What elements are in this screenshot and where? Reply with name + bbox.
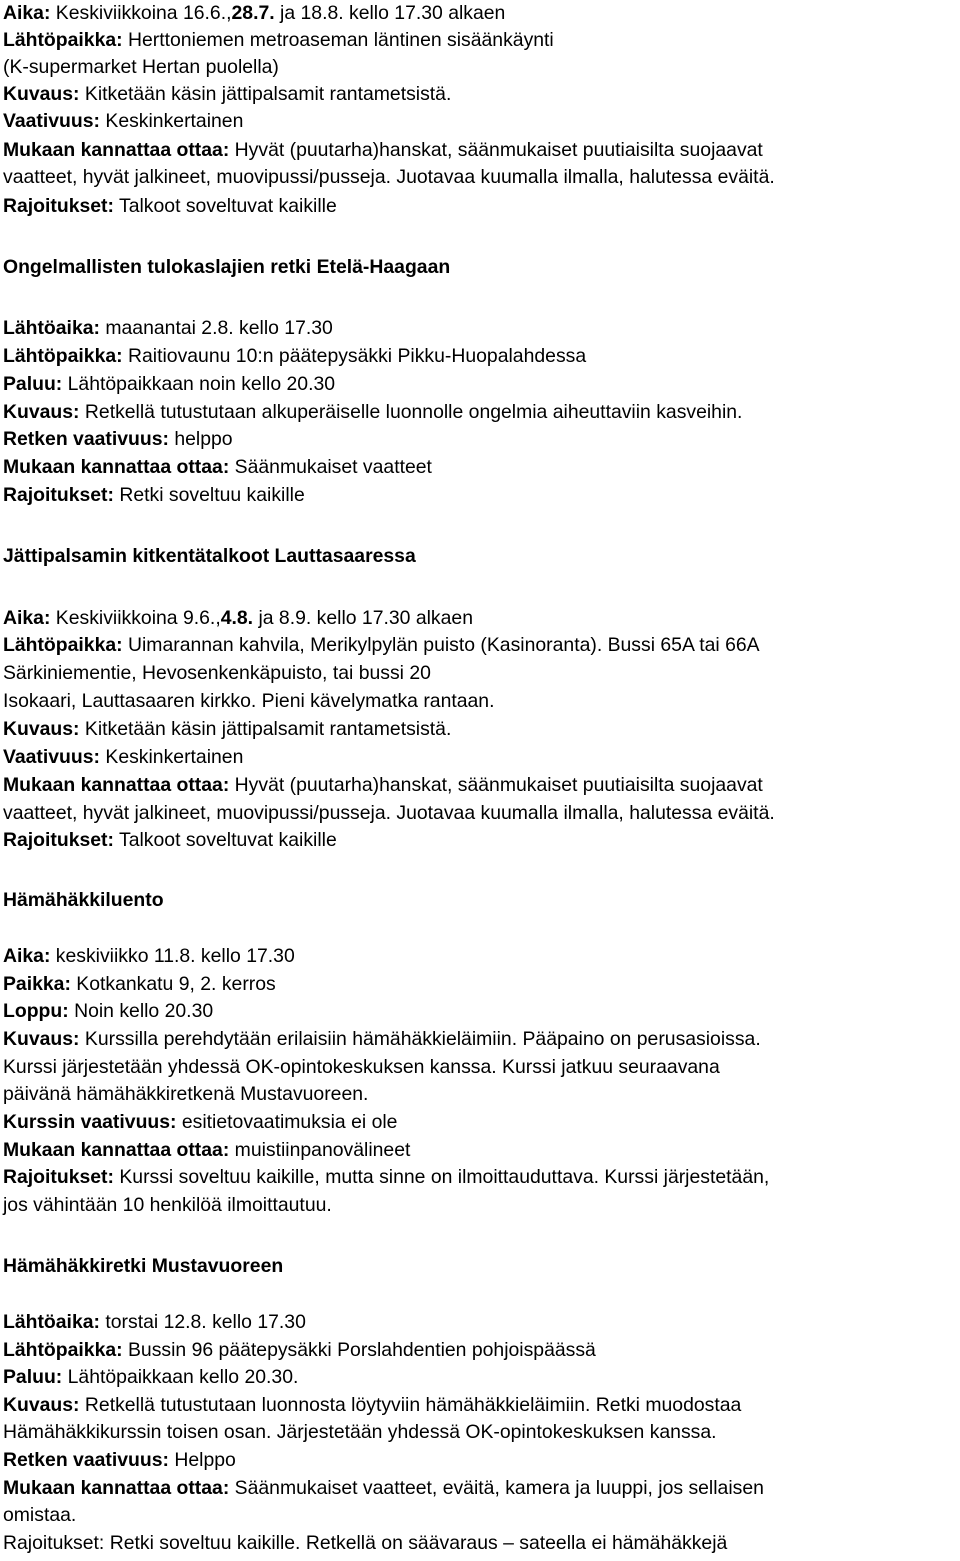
field-value: Bussin 96 päätepysäkki Porslahdentien pohjoispäässä (122, 1339, 596, 1361)
field-label: Lähtöaika: (3, 1311, 100, 1333)
field-value: Keskiviikkoina 16.6., (50, 2, 232, 24)
field-value: keskiviikko 11.8. kello 17.30 (50, 945, 295, 967)
rajoitukset-line (3, 1164, 769, 1191)
field-label: Retken vaativuus: (3, 1449, 169, 1471)
field-value: Retkellä tutustutaan luonnosta löytyviin hämähäkkieläimiin. Retki muodostaa (79, 1394, 742, 1416)
field-label: Kuvaus: (3, 1028, 80, 1050)
top-rajoitukset-line (3, 193, 337, 220)
field-label: Rajoitukset: (3, 195, 114, 217)
field-value: Kotkankatu 9, 2. kerros (70, 973, 276, 995)
field-label: Kuvaus: (3, 401, 80, 423)
field-value: Retki soveltuu kaikille (113, 484, 305, 506)
field-label: Mukaan kannattaa ottaa: (3, 456, 230, 478)
field-label: Paluu: (3, 1366, 63, 1388)
mukaan-line (3, 772, 763, 799)
field-value: Säänmukaiset vaatteet (229, 456, 432, 478)
field-value: Hyvät (puutarha)hanskat, säänmukaiset puutiaisilta suojaavat (229, 774, 763, 796)
kuvaus-cont: Hämähäkkikurssin toisen osan. Järjestetään yhdessä OK-opintokeskuksen kanssa. (3, 1421, 717, 1443)
field-value: muistiinpanovälineet (229, 1139, 411, 1161)
top-vaativuus-line (3, 108, 243, 135)
field-label: Kuvaus: (3, 1394, 80, 1416)
field-value-bold: 28.7. (231, 2, 275, 24)
lahtopaikka-line (3, 1337, 596, 1364)
field-value: Helppo (168, 1449, 236, 1471)
field-label: Rajoitukset: (3, 829, 114, 851)
mukaan-cont: vaatteet, hyvät jalkineet, muovipussi/pusseja. Juotavaa kuumalla ilmalla, halutessa eväitä. (3, 802, 775, 824)
top-lahtopaikka-cont: (K-supermarket Hertan puolella) (3, 56, 279, 78)
field-label: Loppu: (3, 1000, 69, 1022)
field-label: Mukaan kannattaa ottaa: (3, 1477, 230, 1499)
field-label: Mukaan kannattaa ottaa: (3, 774, 230, 796)
lahtopaikka-line (3, 632, 760, 659)
lahtoaika-line (3, 1309, 306, 1336)
rajoitukset-line: Rajoitukset: Retki soveltuu kaikille. Retkellä on säävaraus – sateella ei hämähäkkejä (3, 1532, 728, 1554)
field-value: Hyvät (puutarha)hanskat, säänmukaiset puutiaisilta suojaavat (229, 139, 763, 161)
rajoitukset-line (3, 482, 305, 509)
paluu-line (3, 371, 335, 398)
rajoitukset-line (3, 827, 337, 854)
field-value: Keskinkertainen (100, 746, 244, 768)
top-lahtopaikka-line (3, 27, 554, 54)
loppu-line (3, 998, 213, 1025)
field-value: esitietovaatimuksia ei ole (176, 1111, 398, 1133)
field-label: Mukaan kannattaa ottaa: (3, 1139, 230, 1161)
field-value: Talkoot soveltuvat kaikille (113, 829, 337, 851)
field-label: Lähtöpaikka: (3, 345, 123, 367)
field-value: Keskinkertainen (100, 110, 244, 132)
field-value: Herttoniemen metroaseman läntinen sisäänkäynti (122, 29, 554, 51)
field-label: Mukaan kannattaa ottaa: (3, 139, 230, 161)
field-label: Lähtöpaikka: (3, 634, 123, 656)
field-label: Lähtöaika: (3, 317, 100, 339)
event-title: Hämähäkkiluento (3, 889, 164, 911)
field-label: Lähtöpaikka: (3, 1339, 123, 1361)
top-mukaan-line (3, 137, 763, 164)
field-label: Rajoitukset: (3, 1166, 114, 1188)
mukaan-line (3, 1137, 410, 1164)
field-value: Lähtöpaikkaan kello 20.30. (62, 1366, 299, 1388)
lahtopaikka-cont: Särkiniementie, Hevosenkenkäpuisto, tai bussi 20 (3, 662, 431, 684)
event-title: Hämähäkkiretki Mustavuoreen (3, 1255, 284, 1277)
field-label: Aika: (3, 2, 51, 24)
event-title: Ongelmallisten tulokaslajien retki Etelä-Haagaan (3, 256, 451, 278)
field-value: Talkoot soveltuvat kaikille (113, 195, 337, 217)
field-value: Kitketään käsin jättipalsamit rantametsistä. (79, 718, 452, 740)
lahtopaikka-line (3, 343, 586, 370)
field-value: Kitketään käsin jättipalsamit rantametsistä. (79, 83, 452, 105)
field-label: Aika: (3, 607, 51, 629)
field-value: Noin kello 20.30 (68, 1000, 214, 1022)
top-aika-line (3, 0, 505, 27)
field-label: Vaativuus: (3, 110, 100, 132)
aika-line (3, 605, 473, 632)
kuvaus-line (3, 716, 451, 743)
field-value: ja 18.8. kello 17.30 alkaen (274, 2, 506, 24)
field-label: Aika: (3, 945, 51, 967)
mukaan-cont: omistaa. (3, 1504, 77, 1526)
field-value: Kurssilla perehdytään erilaisiin hämähäkkieläimiin. Pääpaino on perusasioissa. (79, 1028, 761, 1050)
paikka-line (3, 971, 276, 998)
kuvaus-line (3, 399, 742, 426)
field-value: Kurssi soveltuu kaikille, mutta sinne on ilmoittauduttava. Kurssi järjestetään, (113, 1166, 770, 1188)
top-kuvaus-line (3, 81, 451, 108)
vaativuus-line (3, 744, 243, 771)
field-label: Paikka: (3, 973, 71, 995)
rajoitukset-cont: jos vähintään 10 henkilöä ilmoittautuu. (3, 1194, 332, 1216)
aika-line (3, 943, 295, 970)
mukaan-line (3, 454, 432, 481)
mukaan-line (3, 1475, 764, 1502)
field-value: Retkellä tutustutaan alkuperäiselle luonnolle ongelmia aiheuttaviin kasveihin. (79, 401, 743, 423)
paluu-line (3, 1364, 298, 1391)
kuvaus-line (3, 1026, 761, 1053)
kuvaus-line (3, 1392, 741, 1419)
field-label: Kurssin vaativuus: (3, 1111, 177, 1133)
field-value: Raitiovaunu 10:n päätepysäkki Pikku-Huopalahdessa (122, 345, 587, 367)
field-value: helppo (168, 428, 233, 450)
field-value: Lähtöpaikkaan noin kello 20.30 (62, 373, 336, 395)
field-value: Uimarannan kahvila, Merikylpylän puisto (Kasinoranta). Bussi 65A tai 66A (122, 634, 760, 656)
field-label: Kuvaus: (3, 718, 80, 740)
field-value: Keskiviikkoina 9.6., (50, 607, 221, 629)
kuvaus-cont: päivänä hämähäkkiretkenä Mustavuoreen. (3, 1083, 369, 1105)
field-label: Paluu: (3, 373, 63, 395)
field-label: Rajoitukset: (3, 484, 114, 506)
lahtopaikka-cont: Isokaari, Lauttasaaren kirkko. Pieni kävelymatka rantaan. (3, 690, 495, 712)
field-value-bold: 4.8. (220, 607, 254, 629)
field-value: Säänmukaiset vaatteet, eväitä, kamera ja luuppi, jos sellaisen (229, 1477, 764, 1499)
vaativuus-line (3, 1109, 397, 1136)
field-value: torstai 12.8. kello 17.30 (99, 1311, 306, 1333)
field-label: Vaativuus: (3, 746, 100, 768)
vaativuus-line (3, 1447, 236, 1474)
top-mukaan-cont: vaatteet, hyvät jalkineet, muovipussi/pusseja. Juotavaa kuumalla ilmalla, halutessa eväitä. (3, 166, 775, 188)
field-label: Kuvaus: (3, 83, 80, 105)
field-value: maanantai 2.8. kello 17.30 (99, 317, 333, 339)
kuvaus-cont: Kurssi järjestetään yhdessä OK-opintokeskuksen kanssa. Kurssi jatkuu seuraavana (3, 1056, 720, 1078)
lahtoaika-line (3, 315, 333, 342)
field-label: Lähtöpaikka: (3, 29, 123, 51)
field-value: ja 8.9. kello 17.30 alkaen (253, 607, 473, 629)
vaativuus-line (3, 426, 233, 453)
field-label: Retken vaativuus: (3, 428, 169, 450)
event-title: Jättipalsamin kitkentätalkoot Lauttasaaressa (3, 545, 416, 567)
